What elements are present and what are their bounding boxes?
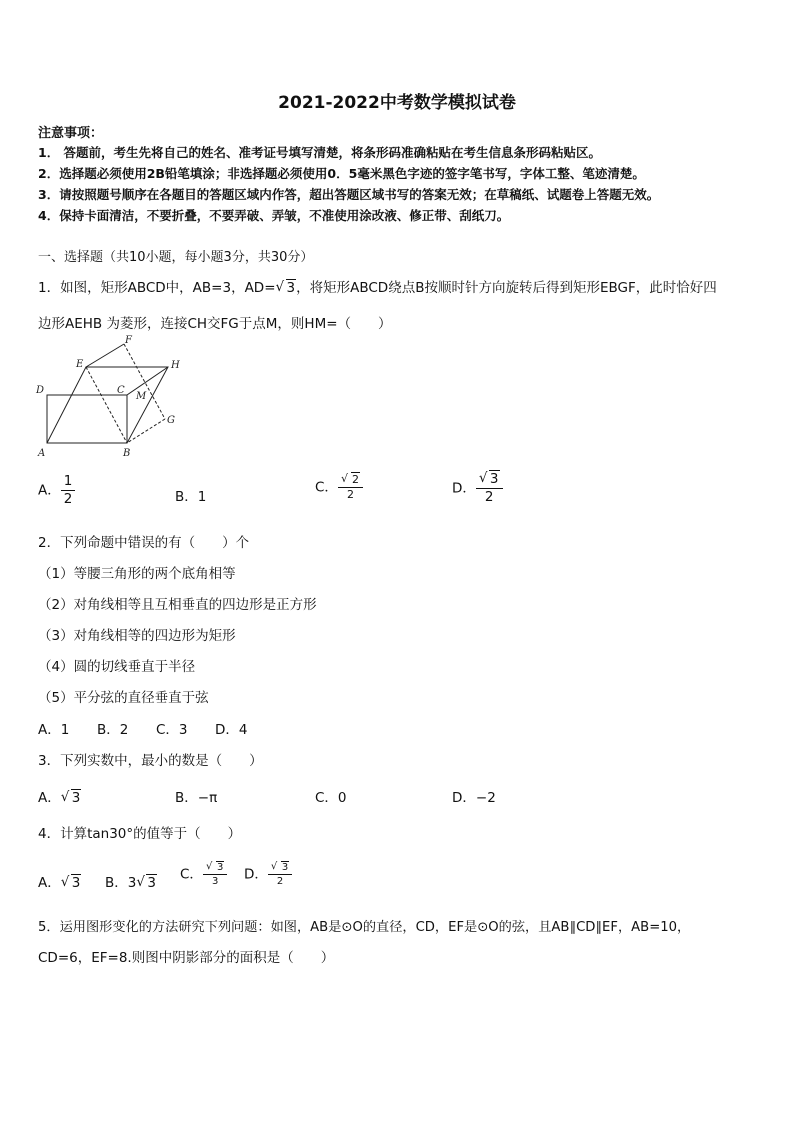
- q1-option-a[interactable]: A． $\frac{1}{2}$: [38, 474, 75, 507]
- label-b: B: [123, 448, 131, 459]
- q2-item-2: （2）对角线相等且互相垂直的四边形是正方形: [38, 597, 317, 613]
- q4-option-a-sqrt: √ 3: [61, 875, 82, 891]
- q1-figure: [30, 332, 190, 460]
- q1-option-a-fraction: $\frac{1}{2}$: [61, 474, 76, 507]
- label-e: E: [76, 359, 84, 370]
- q4-option-b-sqrt: √ 3: [136, 875, 157, 891]
- label-g: G: [167, 415, 175, 426]
- notice-item-4: 4．保持卡面清洁，不要折叠，不要弄破、弄皱，不准使用涂改液、修正带、刮纸刀。: [38, 208, 510, 223]
- q1-stem-line2: 边形AEHB 为菱形，连接CH交FG于点M，则HM=（ ）: [38, 316, 392, 332]
- label-c: C: [117, 385, 125, 396]
- q4-option-a[interactable]: A．√ 3: [38, 871, 81, 891]
- section-heading: 一、选择题（共10小题，每小题3分，共30分）: [38, 250, 314, 265]
- q4-option-d-fraction: √ $\frac{3}{2}$: [268, 862, 292, 887]
- rhombus-aehb: [47, 367, 168, 443]
- q2-item-5: （5）平分弦的直径垂直于弦: [38, 690, 209, 706]
- q4-option-b[interactable]: B．3√ 3: [105, 871, 157, 891]
- q4-option-d[interactable]: D． √ $\frac{3}{2}$: [244, 862, 292, 887]
- q3-option-a[interactable]: A．√ 3: [38, 786, 81, 806]
- segment-eb: [86, 367, 127, 443]
- segment-ch: [127, 367, 168, 395]
- q5-stem-line1: 5．运用图形变化的方法研究下列问题：如图，AB是⊙O的直径，CD，EF是⊙O的弦，且AB∥CD∥EF，AB=10，: [38, 920, 691, 935]
- q4-option-c[interactable]: C． √ $\frac{3}{3}$: [180, 862, 227, 887]
- label-f: F: [125, 335, 132, 346]
- notice-heading: 注意事项：: [38, 126, 104, 141]
- q2-option-b[interactable]: B．2: [97, 722, 129, 738]
- label-a: A: [38, 448, 46, 459]
- q3-option-a-sqrt: √ 3: [61, 790, 82, 806]
- q1-option-b[interactable]: B．1: [175, 489, 207, 505]
- segment-fg: [124, 344, 165, 419]
- q4-stem: 4．计算tan30°的值等于（ ）: [38, 826, 242, 842]
- q3-stem: 3．下列实数中，最小的数是（ ）: [38, 753, 263, 769]
- q2-item-4: （4）圆的切线垂直于半径: [38, 659, 196, 675]
- q2-item-1: （1）等腰三角形的两个底角相等: [38, 566, 236, 582]
- q4-option-c-fraction: √ $\frac{3}{3}$: [203, 862, 227, 887]
- notice-item-3: 3．请按照题号顺序在各题目的答题区域内作答，超出答题区域书写的答案无效；在草稿纸、试题卷上答题无效。: [38, 187, 660, 202]
- label-m: M: [136, 391, 147, 402]
- q1-option-d[interactable]: D． √ $\frac{3}{2}$: [452, 472, 503, 505]
- q2-option-c[interactable]: C．3: [156, 722, 188, 738]
- q3-option-b[interactable]: B．−π: [175, 790, 218, 806]
- q1-text-a: 1．如图，矩形ABCD中，AB=3，AD=: [38, 280, 276, 296]
- notice-item-2: 2．选择题必须使用2B铅笔填涂；非选择题必须使用0．5毫米黑色字迹的签字笔书写，字体工整、笔迹清楚。: [38, 166, 645, 181]
- q5-stem-line2: CD=6，EF=8.则图中阴影部分的面积是（ ）: [38, 950, 335, 966]
- segment-ef: [86, 344, 124, 367]
- q1-option-c-fraction: √ $\frac{2}{2}$: [338, 474, 363, 501]
- q3-option-c[interactable]: C．0: [315, 790, 347, 806]
- label-d: D: [36, 385, 45, 396]
- q2-stem: 2．下列命题中错误的有（ ）个: [38, 535, 250, 551]
- q2-option-d[interactable]: D．4: [215, 722, 248, 738]
- label-h: H: [171, 360, 180, 371]
- q3-option-d[interactable]: D．−2: [452, 790, 496, 806]
- segment-gb: [127, 419, 165, 443]
- q2-option-a[interactable]: A．1: [38, 722, 70, 738]
- q2-item-3: （3）对角线相等的四边形为矩形: [38, 628, 236, 644]
- q1-text-b: ，将矩形ABCD绕点B按顺时针方向旋转后得到矩形EBGF，此时恰好四: [296, 280, 717, 296]
- q1-option-d-fraction: √ $\frac{3}{2}$: [476, 472, 503, 505]
- q1-option-c[interactable]: C． √ $\frac{2}{2}$: [315, 474, 363, 501]
- page-title: 2021-2022中考数学模拟试卷: [278, 93, 516, 113]
- q1-stem-line1: [38, 276, 717, 296]
- notice-item-1: 1． 答题前，考生先将自己的姓名、准考证号填写清楚，将条形码准确粘贴在考生信息条形码粘贴区。: [38, 145, 602, 160]
- q1-sqrt: √ 3: [276, 280, 297, 296]
